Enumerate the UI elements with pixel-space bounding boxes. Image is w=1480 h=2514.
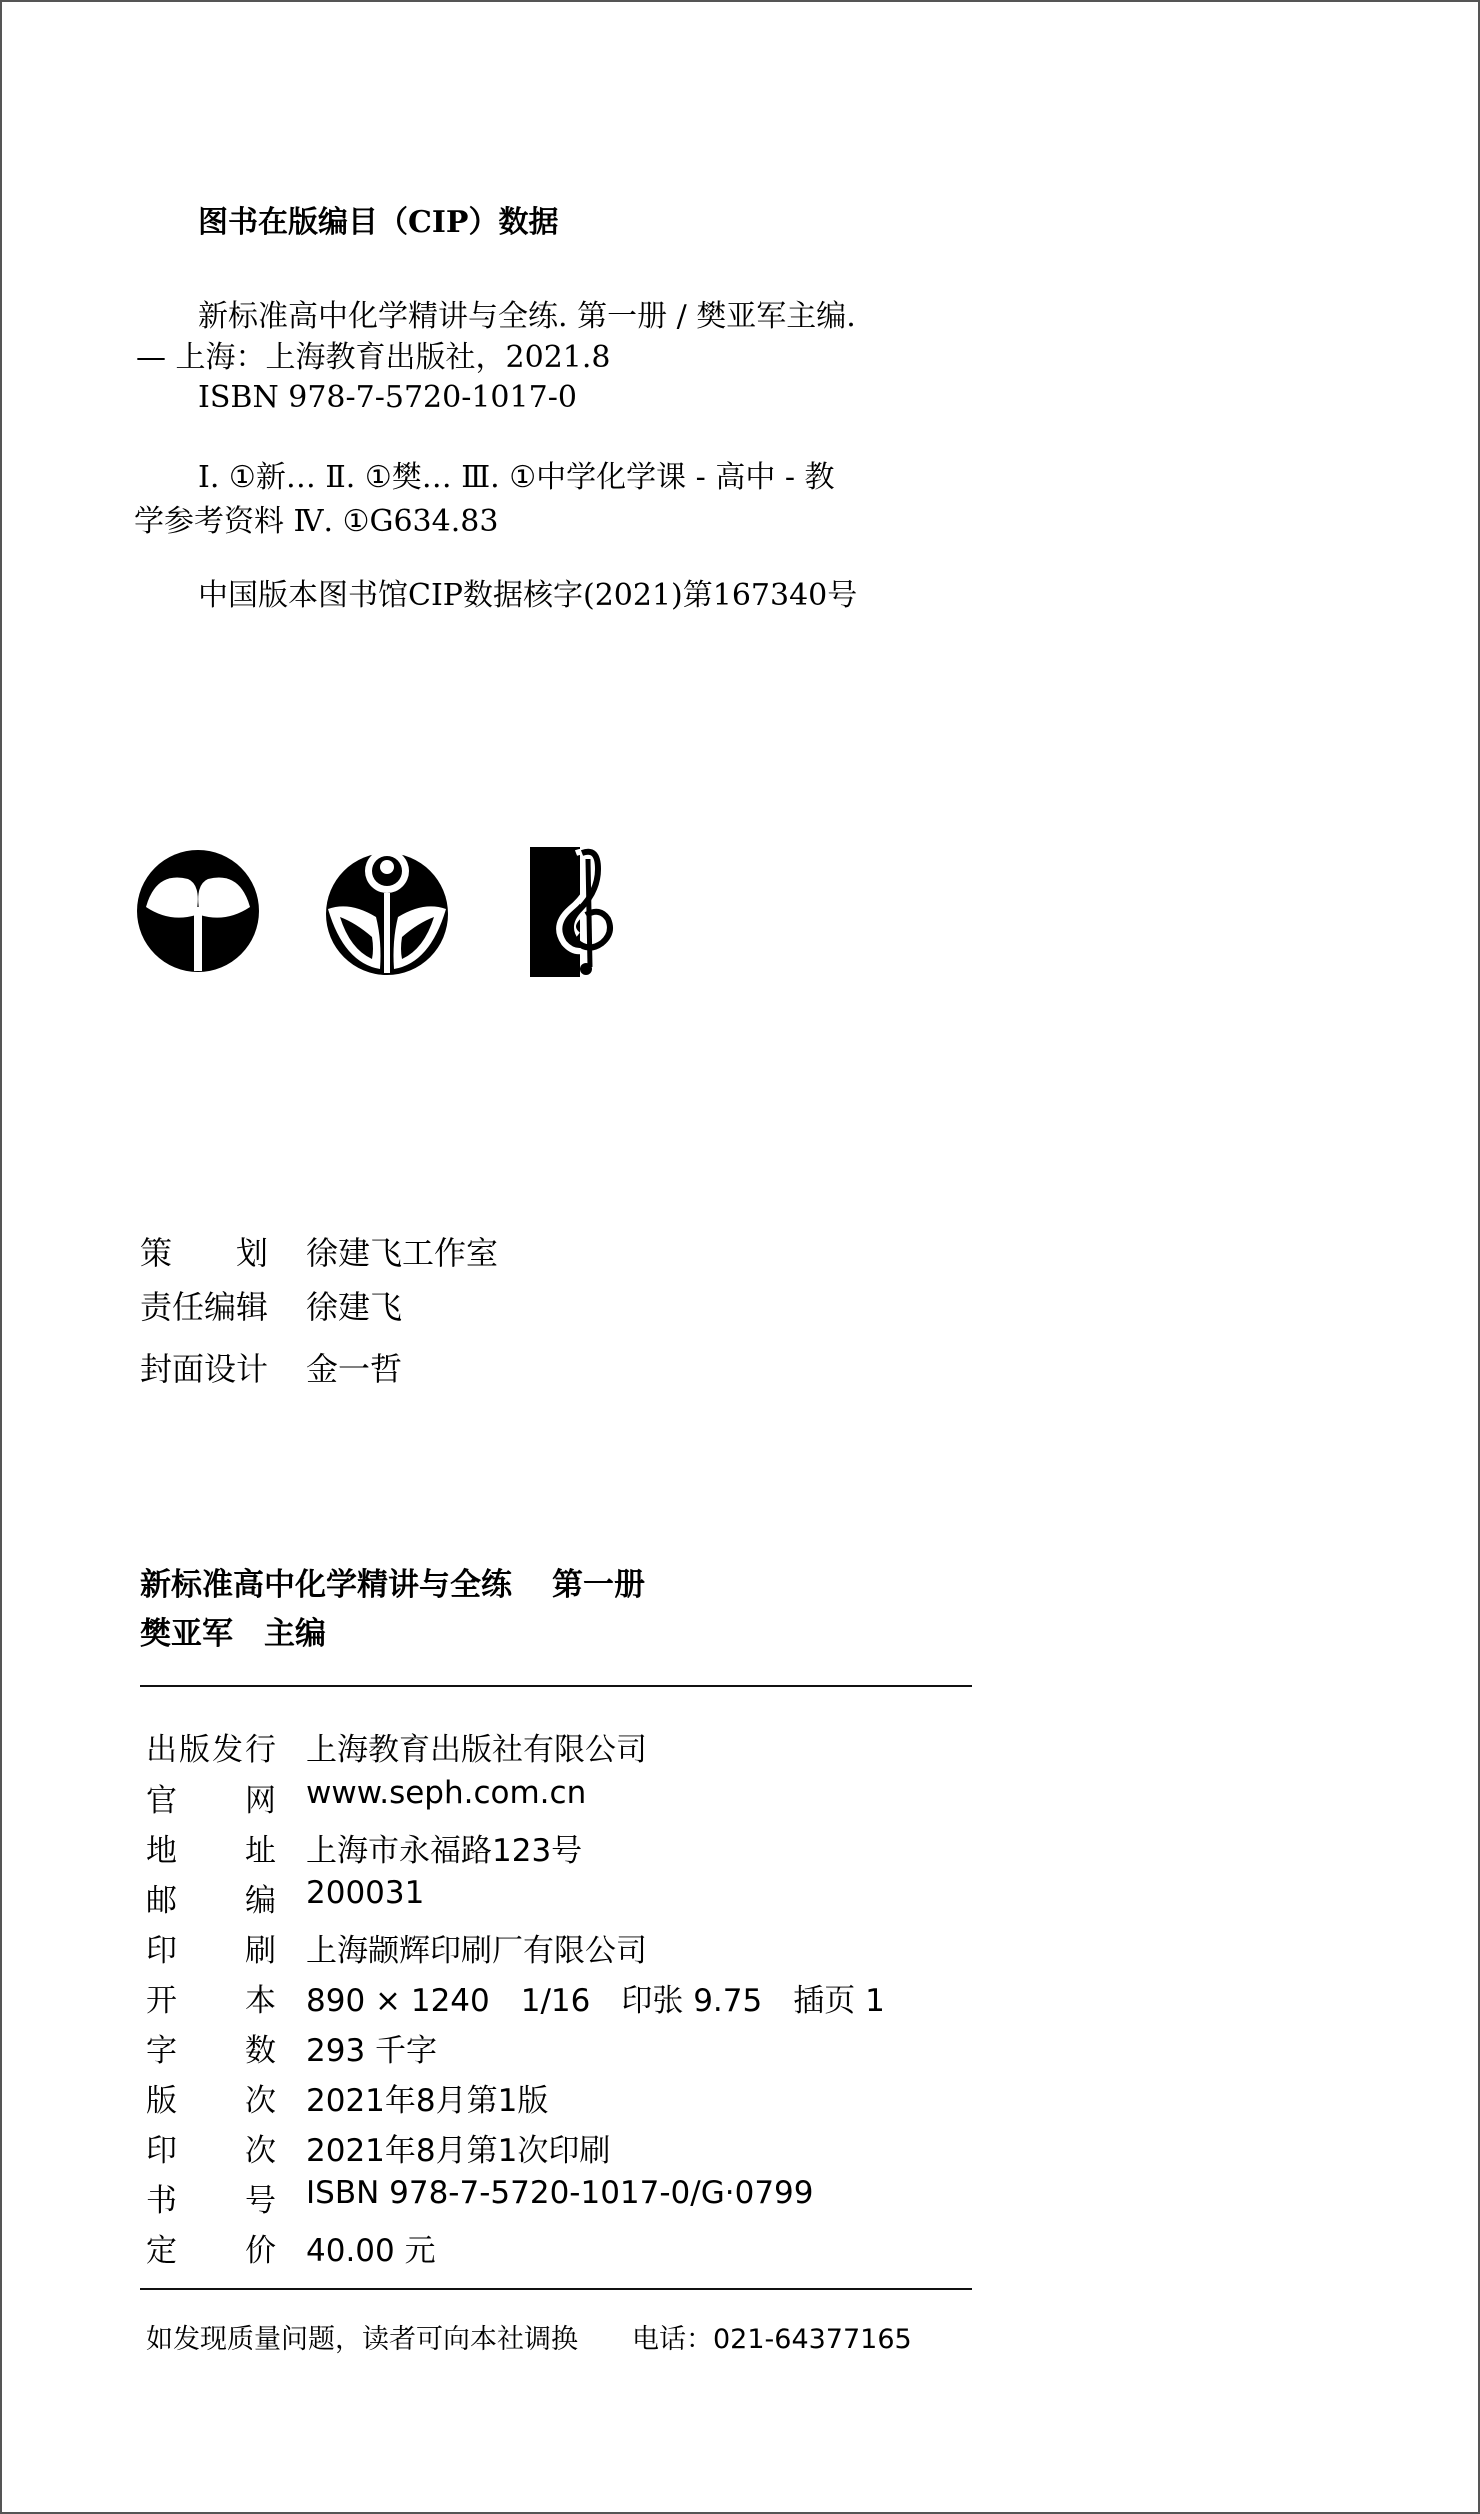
cip-title-line: 新标准高中化学精讲与全练. 第一册 / 樊亚军主编. <box>198 299 856 334</box>
pub-value: 40.00 元 <box>306 2233 436 2269</box>
pub-label: 印 次 <box>146 2133 276 2169</box>
credit-label: 策 划 <box>140 1234 269 1272</box>
pub-value: 2021年8月第1次印刷 <box>306 2133 611 2169</box>
credit-value: 徐建飞工作室 <box>306 1234 499 1272</box>
pub-value: 2021年8月第1版 <box>306 2083 549 2119</box>
pub-label: 官 网 <box>146 1783 276 1819</box>
cip-publisher-line: — 上海：上海教育出版社，2021.8 <box>136 340 611 375</box>
pub-value: www.seph.com.cn <box>306 1775 587 1811</box>
credit-value: 金一哲 <box>306 1350 403 1388</box>
book-title <box>140 1567 645 1603</box>
pub-value: 上海市永福路123号 <box>306 1833 583 1869</box>
publisher-sprout-logo-icon <box>136 849 260 978</box>
pub-label: 版 次 <box>146 2083 276 2119</box>
cip-classification-line: Ⅰ. ①新… Ⅱ. ①樊… Ⅲ. ①中学化学课 - 高中 - 教 <box>198 460 835 495</box>
divider-bottom <box>140 2288 972 2290</box>
book-volume: 第一册 <box>552 1567 645 1603</box>
book-editor: 樊亚军 主编 <box>140 1616 326 1652</box>
credit-label: 责任编辑 <box>140 1288 269 1326</box>
cip-record-number: 中国版本图书馆CIP数据核字(2021)第167340号 <box>198 578 858 613</box>
credit-label: 封面设计 <box>140 1350 269 1388</box>
book-title-text: 新标准高中化学精讲与全练 <box>140 1567 512 1603</box>
divider-top <box>140 1685 972 1687</box>
pub-label: 开 本 <box>146 1983 276 2019</box>
cip-classification-line-continued: 学参考资料 Ⅳ. ①G634.83 <box>134 504 499 539</box>
cip-isbn-line: ISBN 978-7-5720-1017-0 <box>198 380 577 415</box>
pub-label: 书 号 <box>146 2183 276 2219</box>
publisher-seedling-circle-logo-icon <box>322 845 452 980</box>
pub-value: 上海教育出版社有限公司 <box>306 1732 647 1768</box>
pub-value: 200031 <box>306 1875 425 1911</box>
pub-label: 定 价 <box>146 2233 276 2269</box>
pub-value: 293 千字 <box>306 2033 438 2069</box>
pub-value: 890 × 1240 1/16 印张 9.75 插页 1 <box>306 1983 885 2019</box>
pub-label: 地 址 <box>146 1833 276 1869</box>
credit-value: 徐建飞 <box>306 1288 403 1326</box>
pub-value: 上海颛辉印刷厂有限公司 <box>306 1933 647 1969</box>
pub-value: ISBN 978-7-5720-1017-0/G·0799 <box>306 2175 814 2211</box>
pub-label: 印 刷 <box>146 1933 276 1969</box>
pub-label: 出版发行 <box>146 1732 276 1768</box>
treble-clef-music-logo-icon <box>530 847 630 982</box>
pub-label: 字 数 <box>146 2033 276 2069</box>
cip-heading: 图书在版编目（CIP）数据 <box>198 205 559 240</box>
quality-contact-note: 如发现质量问题，读者可向本社调换 电话：021-64377165 <box>146 2324 912 2355</box>
pub-label: 邮 编 <box>146 1883 276 1919</box>
